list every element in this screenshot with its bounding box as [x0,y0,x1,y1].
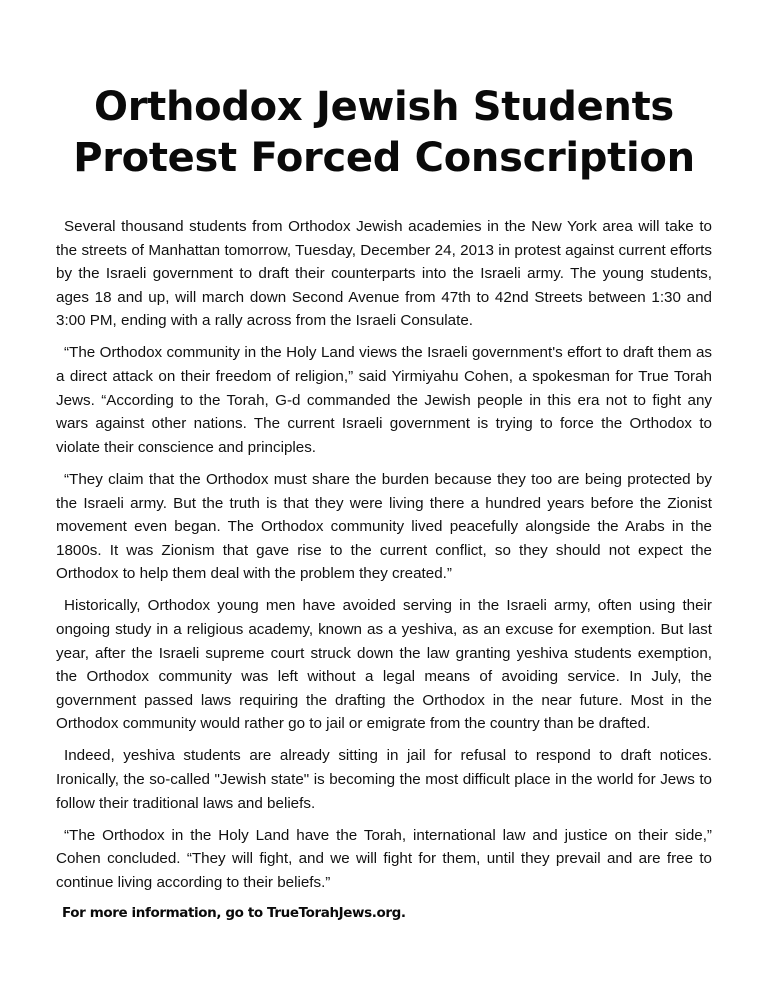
headline-line-1: Orthodox Jewish Students [94,84,674,130]
paragraph-4: Historically, Orthodox young men have avoided serving in the Israeli army, often using their ongoing study in a religious academy, known as a yeshiva, as an excuse for exemption. But last year, after the Israeli supreme court struck down the law granting yeshiva students exemption, the Orthodox community was left without a legal means of avoiding service. In July, the government passed laws requiring the drafting the Orthodox in the near future. Most in the Orthodox community would rather go to jail or emigrate from the country than be drafted. [56,597,712,733]
paragraph-6: “The Orthodox in the Holy Land have the Torah, international law and justice on their side,” Cohen concluded. “They will fight, and we will fight for them, until they prevail and are free to continue living according to their beliefs.” [56,826,712,891]
headline-line-2: Protest Forced Conscription [73,135,695,181]
paragraph-2: “The Orthodox community in the Holy Land views the Israeli government's effort to draft them as a direct attack on their freedom of religion,” said Yirmiyahu Cohen, a spokesman for True Torah Jews. “According to the Torah, G-d commanded the Jewish people in this era not to fight any wars against other nations. The current Israeli government is trying to force the Orthodox to violate their conscience and principles. [56,344,712,456]
footer-more-info: For more information, go to TrueTorahJews.org. [62,905,406,921]
headline [60,82,708,184]
article-body [56,215,712,903]
paragraph-3: “They claim that the Orthodox must share the burden because they too are being protected by the Israeli army. But the truth is that they were living there a hundred years before the Zionist movement even began. The Orthodox community lived peacefully alongside the Arabs in the 1800s. It was Zionism that gave rise to the current conflict, so they should not expect the Orthodox to help them deal with the problem they created.” [56,470,712,583]
paragraph-5: Indeed, yeshiva students are already sitting in jail for refusal to respond to draft notices. Ironically, the so-called "Jewish state" is becoming the most difficult place in the world for Jews to follow their traditional laws and beliefs. [56,747,712,812]
paragraph-1: Several thousand students from Orthodox Jewish academies in the New York area will take to the streets of Manhattan tomorrow, Tuesday, December 24, 2013 in protest against current efforts by the Israeli government to draft their counterparts into the Israeli army. The young students, ages 18 and up, will march down Second Avenue from 47th to 42nd Streets between 1:30 and 3:00 PM, ending with a rally across from the Israeli Consulate. [56,218,712,330]
